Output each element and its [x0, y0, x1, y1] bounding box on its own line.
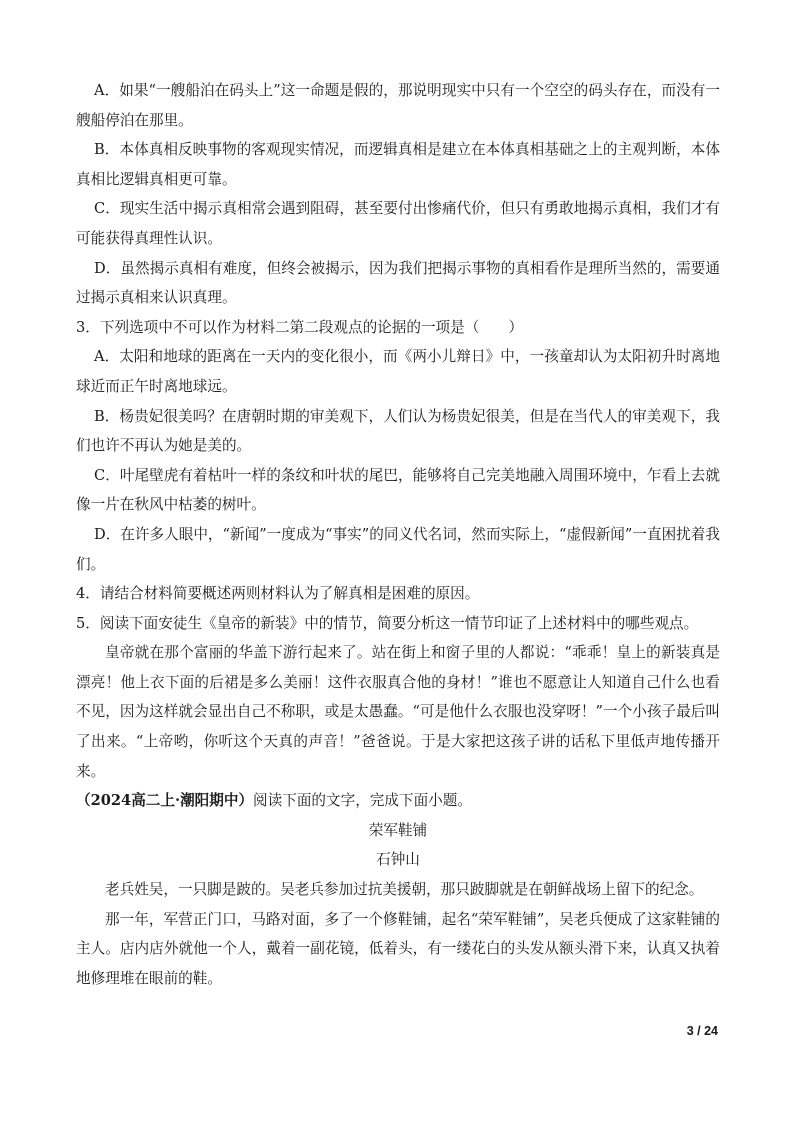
- q2-option-b: B．本体真相反映事物的客观现实情况，而逻辑真相是建立在本体真相基础之上的主观判断，本体真相比逻辑真相更可靠。: [76, 141, 720, 188]
- q5-stem: 5．阅读下面安徒生《皇帝的新装》中的情节，简要分析这一情节印证了上述材料中的哪些观点。: [76, 614, 699, 632]
- story-title: 荣军鞋铺: [368, 821, 428, 839]
- story-paragraph-2: 那一年，军营正门口，马路对面，多了一个修鞋铺，起名“荣军鞋铺”，吴老兵便成了这家鞋铺的主人。店内店外就他一个人，戴着一副花镜，低着头，有一缕花白的头发从额头滑下来，认真又执着地修理堆在眼前的鞋。: [76, 910, 720, 987]
- q3-option-a: A．太阳和地球的距离在一天内的变化很小，而《两小儿辩日》中，一孩童却认为太阳初升时离地球近而正午时离地球远。: [76, 348, 720, 395]
- q3-option-b: B．杨贵妃很美吗？在唐朝时期的审美观下，人们认为杨贵妃很美，但是在当代人的审美观下，我们也许不再认为她是美的。: [76, 407, 720, 455]
- source-line: [76, 786, 720, 816]
- source-instruction: 阅读下面的文字，完成下面小题。: [253, 792, 472, 810]
- q2-option-c: C．现实生活中揭示真相常会遇到阻碍，甚至要付出惨痛代价，但只有勇敢地揭示真相，我们才有可能获得真理性认识。: [76, 200, 720, 247]
- q2-option-a: A．如果“一艘船泊在码头上”这一命题是假的，那说明现实中只有一个空空的码头存在，而没有一艘船停泊在那里。: [76, 82, 720, 129]
- story-paragraph-1: 老兵姓吴，一只脚是跛的。吴老兵参加过抗美援朝，那只跛脚就是在朝鲜战场上留下的纪念。: [105, 881, 704, 899]
- q3-stem: 3．下列选项中不可以作为材料二第二段观点的论据的一项是（ ）: [76, 318, 524, 336]
- story-author: 石钟山: [376, 851, 420, 869]
- q2-option-d: D．虽然揭示真相有难度，但终会被揭示，因为我们把揭示事物的真相看作是理所当然的，需要通过揭示真相来认识真理。: [76, 259, 720, 307]
- q3-option-c: C．叶尾壁虎有着枯叶一样的条纹和叶状的尾巴，能够将自己完美地融入周围环境中，乍看上去就像一片在秋风中枯萎的树叶。: [76, 466, 720, 514]
- page-number: 3 / 24: [686, 1024, 718, 1038]
- document-body: [76, 76, 720, 993]
- q3-option-d: D．在许多人眼中，“新闻”一度成为“事实”的同义代名词，然而实际上，“虚假新闻”一直困扰着我们。: [76, 525, 720, 573]
- excerpt-paragraph: 皇帝就在那个富丽的华盖下游行起来了。站在街上和窗子里的人都说：“乖乖！皇上的新装真是漂亮！他上衣下面的后裙是多么美丽！这件衣服真合他的身材！”谁也不愿意让人知道自己什么也看不见，因为这样就会显出自己不称职，或是太愚蠢。“可是他什么衣服也没穿呀！”一个小孩子最后叫了出来。“上帝哟，你听这个天真的声音！”爸爸说。于是大家把这孩子讲的话私下里低声地传播开来。: [76, 644, 720, 780]
- source-tag: （2024高二上·潮阳期中）: [76, 792, 254, 810]
- q4-stem: 4．请结合材料简要概述两则材料认为了解真相是困难的原因。: [76, 585, 480, 603]
